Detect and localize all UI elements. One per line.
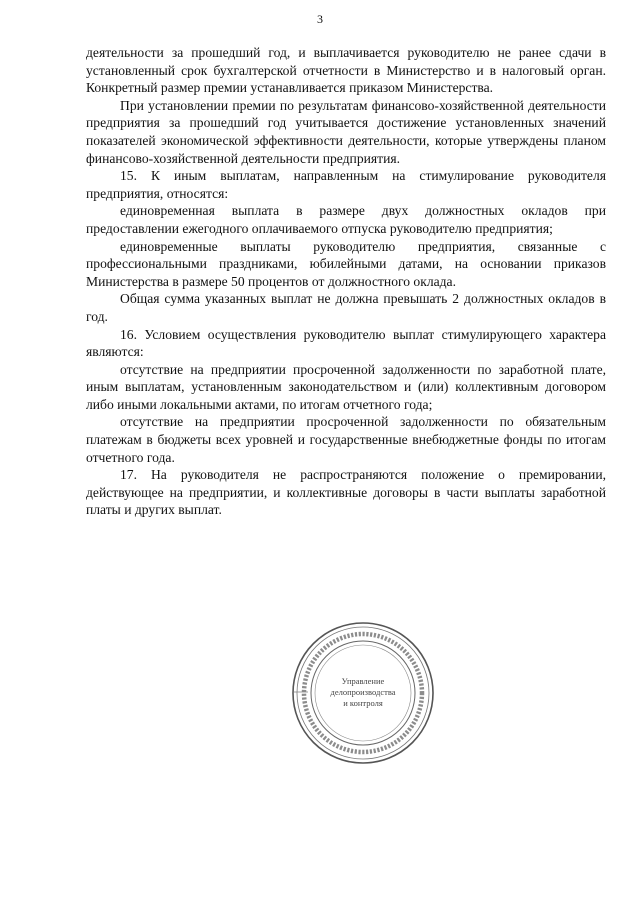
official-seal-stamp [288, 618, 438, 768]
paragraph-item-17: 17. На руководителя не распространяются положение о премировании, действующее на предприятии, и коллективные договоры в части выплаты заработной платы и других выплат. [86, 467, 606, 518]
page-number: 3 [317, 12, 323, 26]
seal-line-3: и контроля [343, 698, 383, 708]
paragraph-item-16: 16. Условием осуществления руководителю выплат стимулирующего характера являются: [86, 326, 606, 360]
paragraph-holiday-payments: единовременные выплаты руководителю предприятия, связанные с профессиональными праздниками, юбилейными датами, на основании приказов Министерства в размере 50 процентов от должностного оклада. [86, 238, 606, 289]
seal-line-1: Управление [341, 676, 385, 686]
paragraph-item-15: 15. К иным выплатам, направленным на стимулирование руководителя предприятия, относятся: [86, 168, 606, 201]
paragraph-continuation: деятельности за прошедший год, и выплачивается руководителю не ранее сдачи в установленный срок бухгалтерской отчетности в Министерство и в налоговый орган. Конкретный размер премии устанавливается приказом Министерства. [86, 45, 606, 96]
paragraph-total-limit: Общая сумма указанных выплат не должна превышать 2 должностных окладов в год. [86, 291, 606, 324]
paragraph-tax-arrears: отсутствие на предприятии просроченной задолженности по обязательным платежам в бюджеты всех уровней и государственные внебюджетные фонды по итогам отчетного года. [86, 414, 606, 465]
paragraph-bonus-criteria: При установлении премии по результатам финансово-хозяйственной деятельности предприятия за прошедший год учитывается достижение установленных значений показателей экономической эффективности деятельности, которые утверждены планом финансово-хозяйственной деятельности предприятия. [86, 97, 606, 166]
paragraph-wage-arrears: отсутствие на предприятии просроченной задолженности по заработной плате, иным выплатам, установленным законодательством и (или) коллективным договором либо иными локальными актами, по итогам отчетного года; [86, 361, 606, 412]
paragraph-vacation-payment: единовременная выплата в размере двух должностных окладов при предоставлении ежегодного оплачиваемого отпуска руководителю предприятия; [86, 203, 606, 236]
seal-line-2: делопроизводства [330, 687, 396, 697]
document-body [86, 44, 606, 519]
